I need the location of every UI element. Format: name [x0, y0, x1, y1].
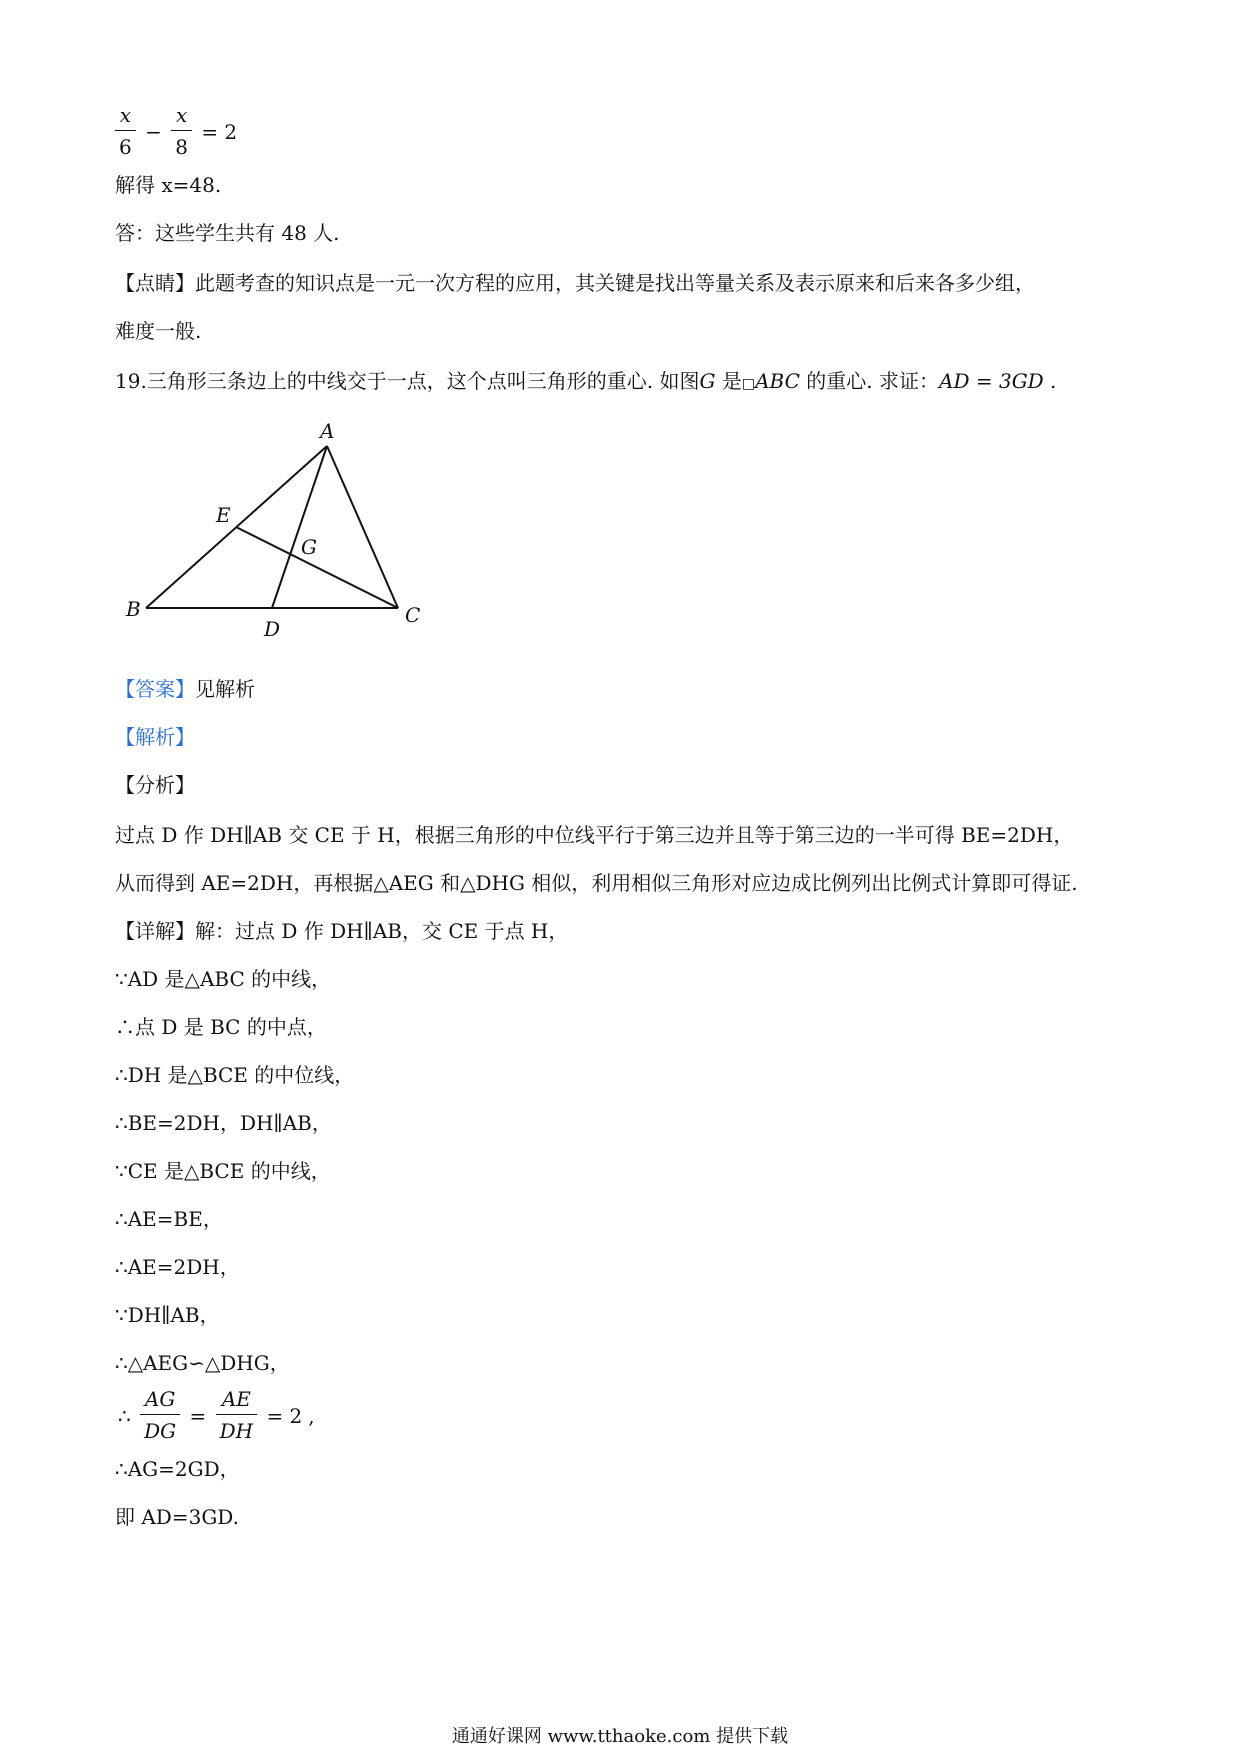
previous-answer: 答：这些学生共有 48 人. — [115, 221, 340, 245]
solve-line: 解得 x=48. — [115, 173, 222, 197]
proof-step-11: ∴AG=2GD， — [115, 1457, 240, 1481]
analysis-line-2: 从而得到 AE=2DH，再根据△AEG 和△DHG 相似，利用相似三角形对应边成比例列出比例式计算即可得证. — [115, 871, 1078, 895]
proof-step-4: ∴BE=2DH，DH∥AB， — [115, 1111, 332, 1135]
proof-step-6: ∴AE=BE， — [115, 1207, 223, 1231]
numerator: x — [171, 100, 192, 131]
equals-two: = 2 — [266, 1403, 303, 1428]
denominator: DH — [219, 1419, 254, 1443]
answer-text: 见解析 — [195, 677, 255, 701]
label-g: G — [301, 535, 317, 559]
detail-tag: 【详解】 — [115, 919, 195, 943]
q19-equation: AD = 3GD — [939, 369, 1044, 393]
label-c: C — [405, 603, 421, 627]
fraction-ag-dg — [140, 1384, 180, 1447]
denominator: 6 — [119, 135, 132, 159]
side-ac — [327, 446, 398, 608]
fenxi-tag: 【分析】 — [115, 773, 195, 797]
q19-prefix: 19.三角形三条边上的中线交于一点，这个点叫三角形的重心. 如图 — [115, 369, 700, 393]
answer-line — [115, 676, 255, 702]
q19-box-glyph: □ — [741, 376, 756, 392]
proof-step-1: ∵AD 是△ABC 的中线， — [115, 967, 332, 991]
proof-step-7: ∴AE=2DH， — [115, 1255, 240, 1279]
tip-tag: 【点睛】 — [115, 271, 195, 295]
q19-mid: 是 — [715, 369, 742, 393]
tip-paragraph — [115, 270, 1035, 296]
label-b: B — [126, 597, 141, 621]
question-19 — [115, 368, 1056, 397]
numerator: x — [115, 100, 136, 131]
top-equation — [115, 100, 240, 163]
page-footer: 通通好课网 www.tthaoke.com 提供下载 — [451, 1726, 789, 1747]
fraction-x-over-6 — [115, 100, 136, 163]
triangle-figure — [120, 418, 440, 648]
label-a: A — [320, 419, 335, 443]
equals-sign: = — [189, 1403, 207, 1428]
proof-step-9: ∴△AEG∽△DHG， — [115, 1351, 290, 1375]
detail-line — [115, 918, 568, 944]
q19-g: G — [699, 369, 716, 393]
minus-sign: − — [145, 119, 162, 144]
tip-text: 此题考查的知识点是一元一次方程的应用，其关键是找出等量关系及表示原来和后来各多少组， — [195, 271, 1035, 295]
label-e: E — [216, 503, 231, 527]
median-ce — [236, 527, 398, 608]
numerator: AE — [216, 1384, 257, 1415]
denominator: 8 — [175, 135, 188, 159]
tip-text-2: 难度一般. — [115, 319, 202, 343]
jiexi-tag: 【解析】 — [115, 725, 195, 749]
numerator: AG — [140, 1384, 180, 1415]
q19-end: . — [1043, 369, 1057, 393]
q19-abc: ABC — [755, 369, 800, 393]
label-d: D — [264, 617, 281, 641]
proof-step-10 — [115, 1384, 318, 1447]
analysis-line-1: 过点 D 作 DH∥AB 交 CE 于 H，根据三角形的中位线平行于第三边并且等于第三边的一半可得 BE=2DH， — [115, 823, 1074, 847]
denominator: DG — [144, 1419, 177, 1443]
fraction-x-over-8 — [171, 100, 192, 163]
proof-step-8: ∵DH∥AB， — [115, 1303, 220, 1327]
q19-mid2: 的重心. 求证： — [799, 369, 940, 393]
proof-step-3: ∴DH 是△BCE 的中位线， — [115, 1063, 355, 1087]
fraction-ae-dh — [216, 1384, 257, 1447]
equals-two: = 2 — [201, 119, 238, 144]
answer-tag: 【答案】 — [115, 677, 195, 701]
proof-step-12: 即 AD=3GD. — [115, 1505, 239, 1529]
proof-step-2: ∴点 D 是 BC 的中点， — [115, 1015, 327, 1039]
proof-step-5: ∵CE 是△BCE 的中线， — [115, 1159, 331, 1183]
comma: , — [308, 1403, 315, 1428]
detail-text: 解：过点 D 作 DH∥AB，交 CE 于点 H， — [195, 919, 569, 943]
therefore-sign: ∴ — [118, 1403, 131, 1428]
